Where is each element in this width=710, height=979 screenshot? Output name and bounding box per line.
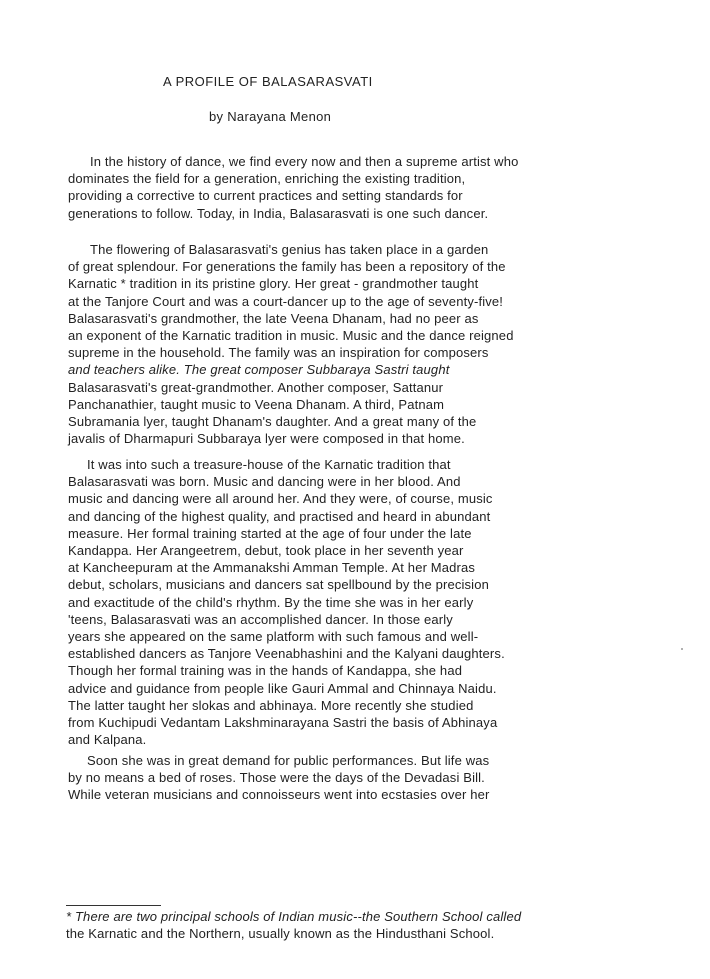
text-line: Karnatic * tradition in its pristine glory. Her great - grandmother taught bbox=[68, 276, 479, 292]
text-line: music and dancing were all around her. And they were, of course, music bbox=[68, 491, 493, 507]
text-line: by no means a bed of roses. Those were the days of the Devadasi Bill. bbox=[68, 770, 485, 786]
text-line: supreme in the household. The family was an inspiration for composers bbox=[68, 345, 489, 361]
paragraph-4 bbox=[68, 752, 668, 804]
document-title: A PROFILE OF BALASARASVATI bbox=[163, 74, 373, 89]
text-line: The flowering of Balasarasvati's genius has taken place in a garden bbox=[90, 242, 489, 257]
text-line: 'teens, Balasarasvati was an accomplished dancer. In those early bbox=[68, 611, 453, 627]
text-line: providing a corrective to current practices and setting standards for bbox=[68, 188, 463, 204]
text-line: While veteran musicians and connoisseurs went into ecstasies over her bbox=[68, 787, 490, 803]
text-line: Though her formal training was in the hands of Kandappa, she had bbox=[68, 663, 463, 679]
text-line: It was into such a treasure-house of the Karnatic tradition that bbox=[87, 457, 451, 472]
text-line: generations to follow. Today, in India, Balasarasvati is one such dancer. bbox=[68, 205, 489, 221]
text-line: at the Tanjore Court and was a court-dancer up to the age of seventy-five! bbox=[68, 293, 504, 309]
text-line: Panchanathier, taught music to Veena Dhanam. A third, Patnam bbox=[68, 396, 445, 412]
scan-speck bbox=[681, 648, 683, 650]
text-line: from Kuchipudi Vedantam Lakshminarayana Sastri the basis of Abhinaya bbox=[68, 715, 498, 731]
paragraph-2 bbox=[68, 241, 668, 447]
text-line: established dancers as Tanjore Veenabhashini and the Kalyani daughters. bbox=[68, 646, 505, 662]
text-line: and exactitude of the child's rhythm. By the time she was in her early bbox=[68, 594, 474, 610]
author-byline: by Narayana Menon bbox=[209, 109, 332, 124]
text-line: Balasarasvati was born. Music and dancing were in her blood. And bbox=[68, 474, 461, 490]
text-line: Kandappa. Her Arangeetrem, debut, took place in her seventh year bbox=[68, 543, 464, 559]
text-line: measure. Her formal training started at the age of four under the late bbox=[68, 525, 472, 541]
footnote-line: the Karnatic and the Northern, usually known as the Hindusthani School. bbox=[66, 926, 495, 941]
text-line: and teachers alike. The great composer Subbaraya Sastri taught bbox=[68, 362, 450, 378]
paragraph-3 bbox=[68, 456, 668, 748]
text-line: In the history of dance, we find every now and then a supreme artist who bbox=[90, 154, 519, 169]
text-line: and Kalpana. bbox=[68, 732, 147, 748]
paragraph-1 bbox=[68, 153, 668, 222]
text-line: debut, scholars, musicians and dancers sat spellbound by the precision bbox=[68, 577, 489, 593]
text-line: and dancing of the highest quality, and practised and heard in abundant bbox=[68, 508, 491, 524]
footnote-line: * There are two principal schools of Indian music--the Southern School called bbox=[66, 909, 522, 924]
text-line: Balasarasvati's grandmother, the late Veena Dhanam, had no peer as bbox=[68, 310, 479, 326]
text-line: dominates the field for a generation, enriching the existing tradition, bbox=[68, 171, 466, 187]
text-line: of great splendour. For generations the family has been a repository of the bbox=[68, 259, 506, 275]
text-line: Soon she was in great demand for public performances. But life was bbox=[87, 753, 490, 768]
text-line: Subramania lyer, taught Dhanam's daughter. And a great many of the bbox=[68, 414, 477, 430]
text-line: years she appeared on the same platform with such famous and well- bbox=[68, 629, 479, 645]
footnote bbox=[66, 908, 666, 942]
text-line: at Kancheepuram at the Ammanakshi Amman Temple. At her Madras bbox=[68, 560, 476, 576]
text-line: advice and guidance from people like Gauri Ammal and Chinnaya Naidu. bbox=[68, 680, 497, 696]
text-line: The latter taught her slokas and abhinaya. More recently she studied bbox=[68, 697, 474, 713]
text-line: Balasarasvati's great-grandmother. Another composer, Sattanur bbox=[68, 379, 444, 395]
text-line: javalis of Dharmapuri Subbaraya lyer were composed in that home. bbox=[68, 431, 465, 447]
text-line: an exponent of the Karnatic tradition in music. Music and the dance reigned bbox=[68, 328, 514, 344]
footnote-divider bbox=[66, 905, 161, 906]
